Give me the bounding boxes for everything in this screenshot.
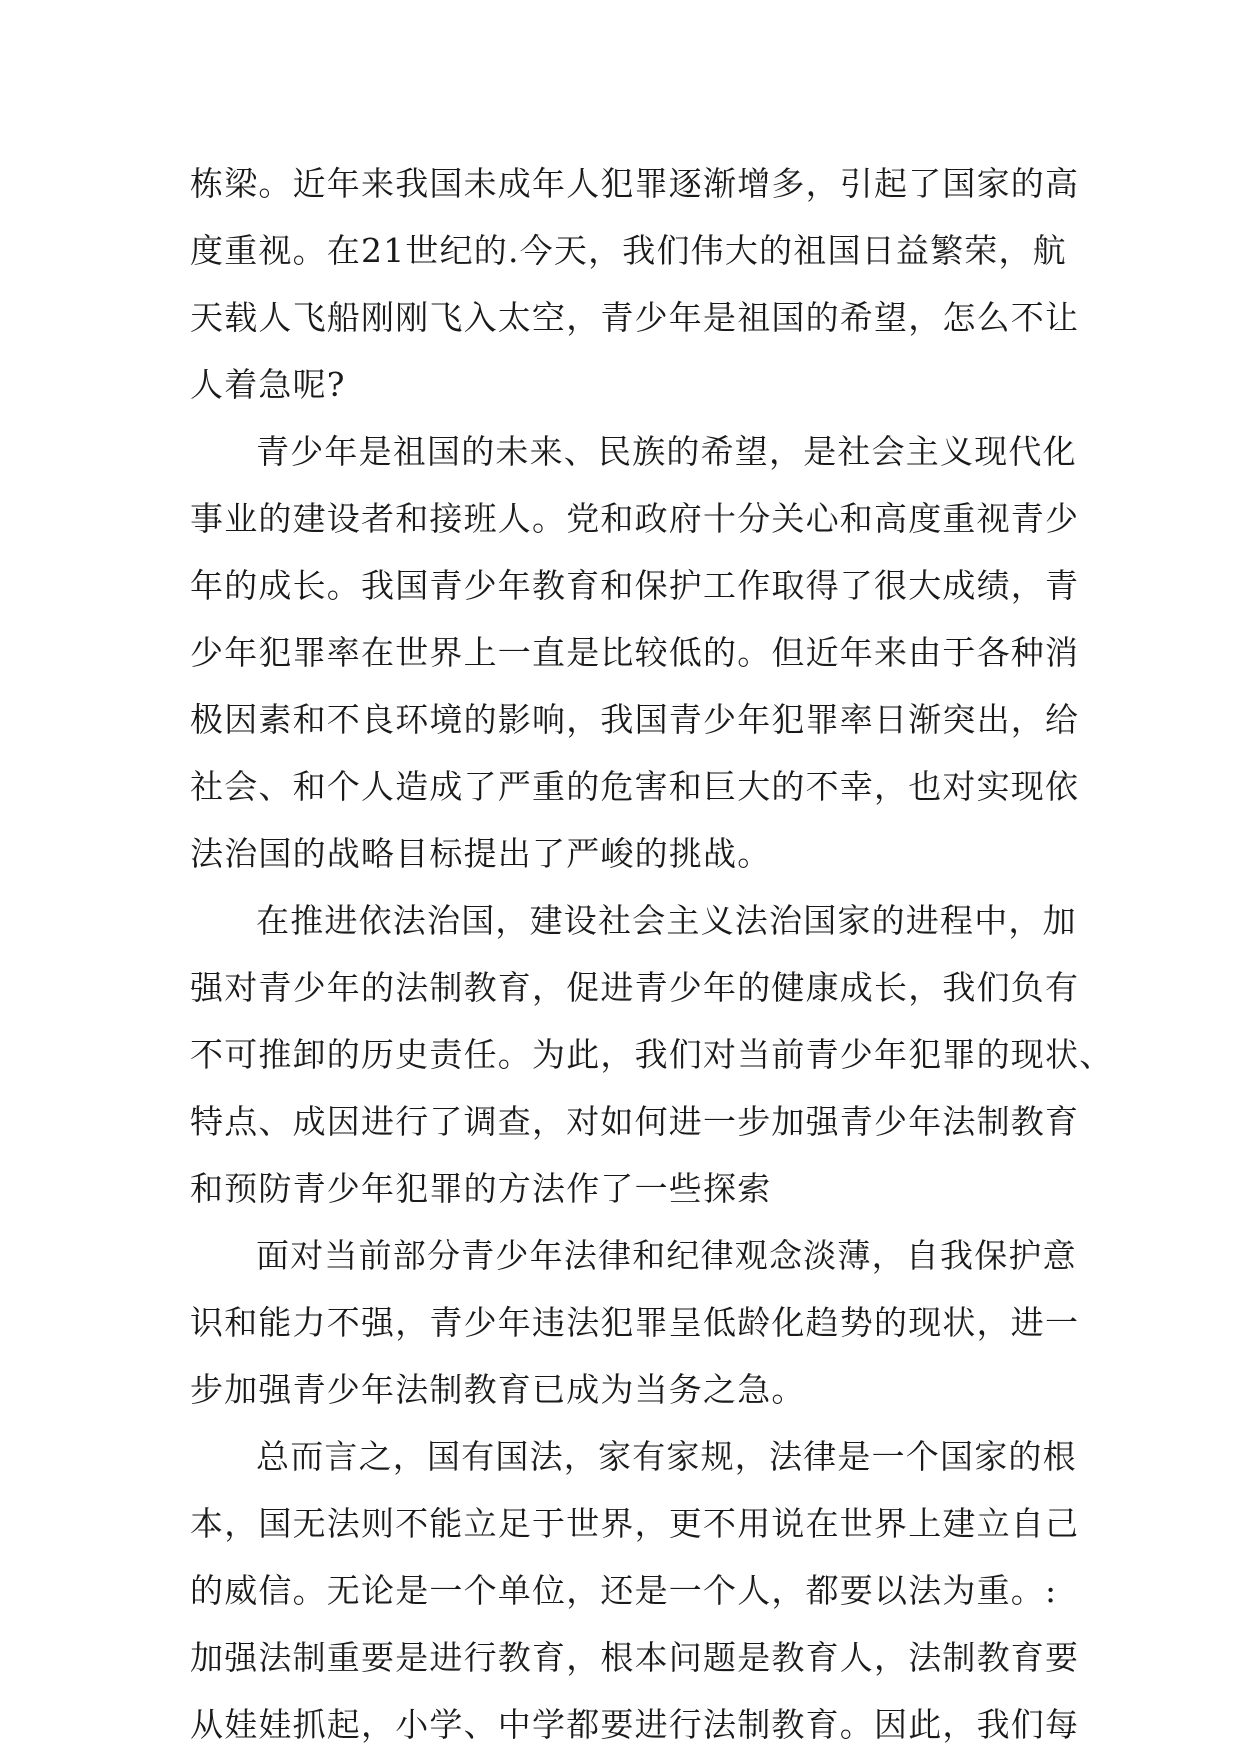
text-line: 步加强青少年法制教育已成为当务之急。 bbox=[190, 1370, 806, 1409]
text-line: 极因素和不良环境的影响，我国青少年犯罪率日渐突出，给 bbox=[190, 700, 1080, 739]
paragraph-start-line: 青少年是祖国的未来、民族的希望，是社会主义现代化 bbox=[256, 432, 1077, 471]
text-line: 的威信。无论是一个单位，还是一个人，都要以法为重。: bbox=[190, 1571, 1058, 1610]
text-line: 少年犯罪率在世界上一直是比较低的。但近年来由于各种消 bbox=[190, 633, 1080, 672]
paragraph-start-line: 在推进依法治国，建设社会主义法治国家的进程中，加 bbox=[256, 901, 1077, 940]
text-line: 度重视。在21世纪的.今天，我们伟大的祖国日益繁荣，航 bbox=[190, 231, 1067, 270]
text-line: 栋梁。近年来我国未成年人犯罪逐渐增多，引起了国家的高 bbox=[190, 164, 1080, 203]
text-line: 事业的建设者和接班人。党和政府十分关心和高度重视青少 bbox=[190, 499, 1080, 538]
body-text bbox=[190, 150, 1114, 1758]
text-line: 特点、成因进行了调查，对如何进一步加强青少年法制教育 bbox=[190, 1102, 1080, 1141]
text-line: 本，国无法则不能立足于世界，更不用说在世界上建立自己 bbox=[190, 1504, 1080, 1543]
text-line: 从娃娃抓起，小学、中学都要进行法制教育。因此，我们每 bbox=[190, 1705, 1080, 1744]
text-line: 法治国的战略目标提出了严峻的挑战。 bbox=[190, 834, 772, 873]
paragraph-start-line: 总而言之，国有国法，家有家规，法律是一个国家的根 bbox=[256, 1437, 1077, 1476]
paragraph-start-line: 面对当前部分青少年法律和纪律观念淡薄，自我保护意 bbox=[256, 1236, 1077, 1275]
text-line: 人着急呢? bbox=[190, 365, 346, 404]
text-line: 年的成长。我国青少年教育和保护工作取得了很大成绩，青 bbox=[190, 566, 1080, 605]
text-line: 识和能力不强，青少年违法犯罪呈低龄化趋势的现状，进一 bbox=[190, 1303, 1080, 1342]
text-line: 加强法制重要是进行教育，根本问题是教育人，法制教育要 bbox=[190, 1638, 1080, 1677]
text-line: 和预防青少年犯罪的方法作了一些探索 bbox=[190, 1169, 772, 1208]
text-line: 天载人飞船刚刚飞入太空，青少年是祖国的希望，怎么不让 bbox=[190, 298, 1080, 337]
text-line: 社会、和个人造成了严重的危害和巨大的不幸，也对实现依 bbox=[190, 767, 1080, 806]
text-line: 不可推卸的历史责任。为此，我们对当前青少年犯罪的现状、 bbox=[190, 1035, 1114, 1074]
text-line: 强对青少年的法制教育，促进青少年的健康成长，我们负有 bbox=[190, 968, 1080, 1007]
